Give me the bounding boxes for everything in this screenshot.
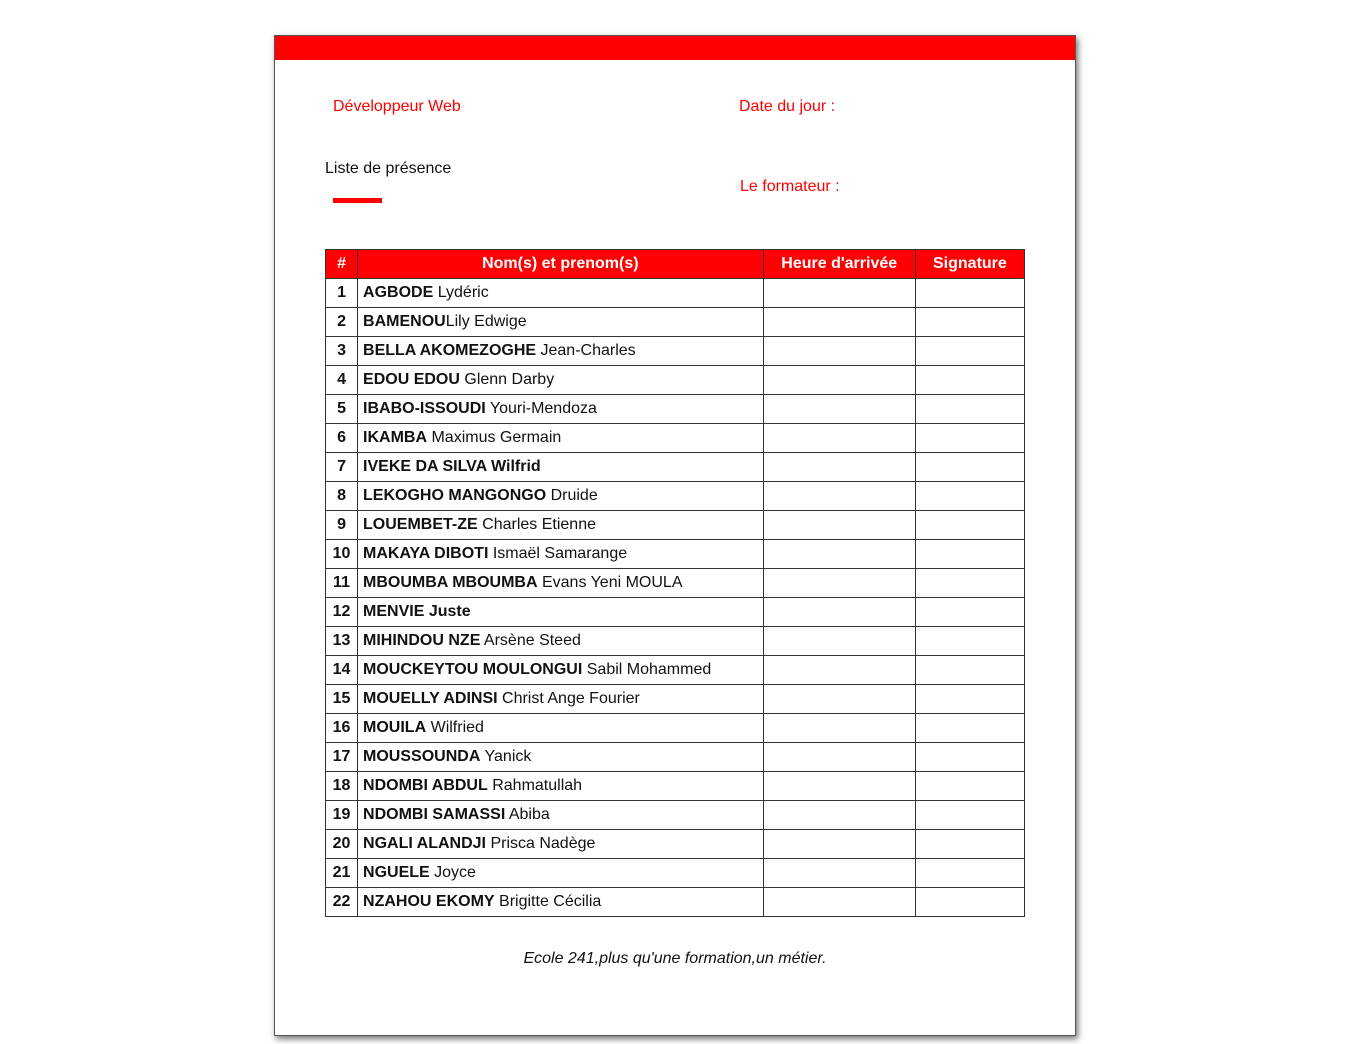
arrival-time-cell[interactable]: [763, 714, 915, 743]
student-last-name: LOUEMBET-ZE: [363, 516, 478, 533]
student-last-name: MOUILA: [363, 719, 427, 736]
arrival-time-cell[interactable]: [763, 366, 915, 395]
footer-slogan: Ecole 241,plus qu'une formation,un métier.: [523, 950, 827, 967]
student-last-name: LEKOGHO MANGONGO: [363, 487, 547, 504]
student-name: [358, 627, 764, 656]
signature-cell[interactable]: [915, 888, 1024, 917]
arrival-time-cell[interactable]: [763, 859, 915, 888]
table-row: [326, 569, 1025, 598]
row-number: 10: [326, 540, 358, 569]
student-last-name: BELLA AKOMEZOGHE: [363, 342, 537, 359]
signature-cell[interactable]: [915, 772, 1024, 801]
row-number: 20: [326, 830, 358, 859]
student-first-name: Lydéric: [433, 284, 489, 301]
header-bar: [275, 36, 1075, 60]
student-name: [358, 366, 764, 395]
student-first-name: Yanick: [480, 748, 532, 765]
signature-cell[interactable]: [915, 482, 1024, 511]
student-last-name: MOUELLY ADINSI: [363, 690, 498, 707]
arrival-time-cell[interactable]: [763, 337, 915, 366]
student-name: [358, 714, 764, 743]
arrival-time-cell[interactable]: [763, 627, 915, 656]
signature-cell[interactable]: [915, 308, 1024, 337]
table-row: [326, 482, 1025, 511]
student-first-name: Druide: [546, 487, 598, 504]
student-name: [358, 743, 764, 772]
row-number: 3: [326, 337, 358, 366]
student-name: [358, 482, 764, 511]
student-first-name: Ismaël Samarange: [488, 545, 628, 562]
student-last-name: BAMENOU: [363, 313, 446, 330]
student-name: [358, 772, 764, 801]
arrival-time-cell[interactable]: [763, 395, 915, 424]
arrival-time-cell[interactable]: [763, 569, 915, 598]
student-last-name: MAKAYA DIBOTI: [363, 545, 489, 562]
student-last-name: MENVIE Juste: [363, 603, 471, 620]
student-first-name: Brigitte Cécilia: [494, 893, 602, 910]
student-name: [358, 453, 764, 482]
table-row: [326, 511, 1025, 540]
arrival-time-cell[interactable]: [763, 888, 915, 917]
signature-cell[interactable]: [915, 685, 1024, 714]
row-number: 16: [326, 714, 358, 743]
arrival-time-cell[interactable]: [763, 424, 915, 453]
row-number: 12: [326, 598, 358, 627]
row-number: 18: [326, 772, 358, 801]
student-name: [358, 830, 764, 859]
student-first-name: Wilfried: [426, 719, 484, 736]
arrival-time-cell[interactable]: [763, 540, 915, 569]
arrival-time-cell[interactable]: [763, 685, 915, 714]
student-last-name: MIHINDOU NZE: [363, 632, 481, 649]
table-row: [326, 772, 1025, 801]
table-row: [326, 714, 1025, 743]
row-number: 15: [326, 685, 358, 714]
signature-cell[interactable]: [915, 424, 1024, 453]
arrival-time-cell[interactable]: [763, 801, 915, 830]
student-last-name: AGBODE: [363, 284, 434, 301]
table-row: [326, 453, 1025, 482]
student-name: [358, 279, 764, 308]
arrival-time-cell[interactable]: [763, 743, 915, 772]
arrival-time-cell[interactable]: [763, 482, 915, 511]
row-number: 13: [326, 627, 358, 656]
course-title: Développeur Web: [333, 98, 461, 115]
signature-cell[interactable]: [915, 830, 1024, 859]
signature-cell[interactable]: [915, 511, 1024, 540]
student-first-name: Joyce: [429, 864, 476, 881]
student-name: [358, 511, 764, 540]
student-last-name: NDOMBI ABDUL: [363, 777, 488, 794]
student-first-name: Prisca Nadège: [486, 835, 596, 852]
date-label: Date du jour :: [739, 98, 836, 115]
table-row: [326, 656, 1025, 685]
student-first-name: Charles Etienne: [477, 516, 596, 533]
arrival-time-cell[interactable]: [763, 279, 915, 308]
student-last-name: MBOUMBA MBOUMBA: [363, 574, 538, 591]
row-number: 7: [326, 453, 358, 482]
table-row: [326, 540, 1025, 569]
signature-cell[interactable]: [915, 569, 1024, 598]
student-first-name: Jean-Charles: [536, 342, 636, 359]
table-row: [326, 685, 1025, 714]
student-last-name: IVEKE DA SILVA Wilfrid: [363, 458, 541, 475]
signature-cell[interactable]: [915, 395, 1024, 424]
student-first-name: Lily Edwige: [445, 313, 527, 330]
student-last-name: IBABO-ISSOUDI: [363, 400, 486, 417]
row-number: 22: [326, 888, 358, 917]
student-first-name: Youri-Mendoza: [485, 400, 597, 417]
signature-cell[interactable]: [915, 540, 1024, 569]
student-name: [358, 859, 764, 888]
signature-cell[interactable]: [915, 801, 1024, 830]
table-header-row: [326, 250, 1025, 279]
arrival-time-cell[interactable]: [763, 598, 915, 627]
arrival-time-cell[interactable]: [763, 830, 915, 859]
table-row: [326, 395, 1025, 424]
student-name: [358, 395, 764, 424]
header-arrival-time: Heure d'arrivée: [763, 250, 915, 279]
trainer-label: Le formateur :: [740, 178, 840, 195]
signature-cell[interactable]: [915, 279, 1024, 308]
title-underline: [333, 198, 382, 203]
student-name: [358, 424, 764, 453]
student-last-name: NGUELE: [363, 864, 430, 881]
header-name: Nom(s) et prenom(s): [358, 250, 764, 279]
row-number: 17: [326, 743, 358, 772]
row-number: 4: [326, 366, 358, 395]
table-row: [326, 888, 1025, 917]
attendance-table: [325, 249, 1025, 917]
row-number: 2: [326, 308, 358, 337]
student-last-name: NGALI ALANDJI: [363, 835, 486, 852]
row-number: 14: [326, 656, 358, 685]
header-signature: Signature: [915, 250, 1024, 279]
row-number: 19: [326, 801, 358, 830]
signature-cell[interactable]: [915, 337, 1024, 366]
attendance-sheet: [274, 35, 1076, 1036]
arrival-time-cell[interactable]: [763, 308, 915, 337]
table-row: [326, 366, 1025, 395]
signature-cell[interactable]: [915, 714, 1024, 743]
student-name: [358, 888, 764, 917]
signature-cell[interactable]: [915, 743, 1024, 772]
student-first-name: Christ Ange Fourier: [497, 690, 640, 707]
signature-cell[interactable]: [915, 627, 1024, 656]
signature-cell[interactable]: [915, 453, 1024, 482]
student-name: [358, 656, 764, 685]
student-name: [358, 801, 764, 830]
student-name: [358, 598, 764, 627]
table-row: [326, 830, 1025, 859]
student-name: [358, 337, 764, 366]
header-number: #: [326, 250, 358, 279]
arrival-time-cell[interactable]: [763, 511, 915, 540]
student-first-name: Evans Yeni MOULA: [537, 574, 683, 591]
student-first-name: Abiba: [505, 806, 550, 823]
row-number: 5: [326, 395, 358, 424]
student-first-name: Rahmatullah: [487, 777, 583, 794]
student-last-name: MOUSSOUNDA: [363, 748, 481, 765]
signature-cell[interactable]: [915, 656, 1024, 685]
arrival-time-cell[interactable]: [763, 772, 915, 801]
row-number: 6: [326, 424, 358, 453]
table-row: [326, 627, 1025, 656]
signature-cell[interactable]: [915, 859, 1024, 888]
arrival-time-cell[interactable]: [763, 656, 915, 685]
student-last-name: NDOMBI SAMASSI: [363, 806, 506, 823]
arrival-time-cell[interactable]: [763, 453, 915, 482]
student-last-name: MOUCKEYTOU MOULONGUI: [363, 661, 583, 678]
table-row: [326, 337, 1025, 366]
row-number: 8: [326, 482, 358, 511]
row-number: 1: [326, 279, 358, 308]
student-name: [358, 685, 764, 714]
student-first-name: Arsène Steed: [480, 632, 581, 649]
table-row: [326, 743, 1025, 772]
student-first-name: Maximus Germain: [427, 429, 562, 446]
table-row: [326, 308, 1025, 337]
table-row: [326, 859, 1025, 888]
student-first-name: Glenn Darby: [459, 371, 555, 388]
row-number: 21: [326, 859, 358, 888]
list-title: Liste de présence: [325, 160, 452, 177]
table-row: [326, 424, 1025, 453]
row-number: 11: [326, 569, 358, 598]
signature-cell[interactable]: [915, 366, 1024, 395]
student-first-name: Sabil Mohammed: [582, 661, 712, 678]
student-last-name: IKAMBA: [363, 429, 428, 446]
student-last-name: NZAHOU EKOMY: [363, 893, 495, 910]
table-row: [326, 801, 1025, 830]
row-number: 9: [326, 511, 358, 540]
signature-cell[interactable]: [915, 598, 1024, 627]
student-last-name: EDOU EDOU: [363, 371, 460, 388]
table-row: [326, 279, 1025, 308]
student-name: [358, 308, 764, 337]
student-name: [358, 540, 764, 569]
table-row: [326, 598, 1025, 627]
student-name: [358, 569, 764, 598]
